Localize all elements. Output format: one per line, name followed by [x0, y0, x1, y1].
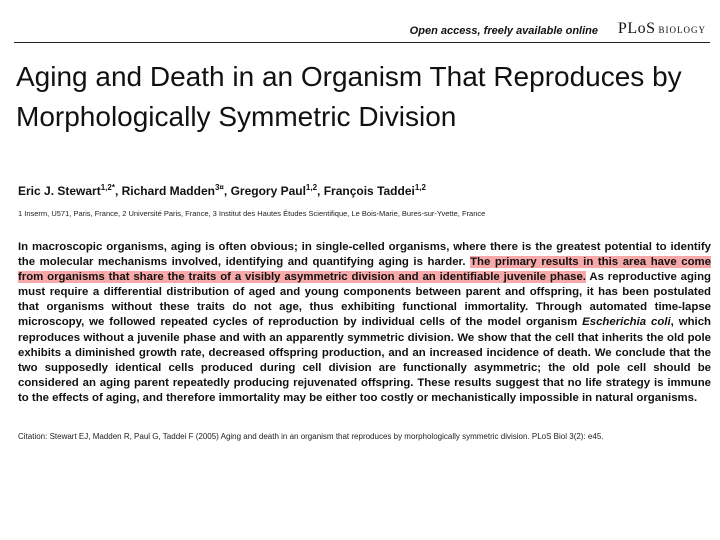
organism-name: Escherichia coli [582, 316, 671, 329]
abstract-text: , which reproduces without a juvenile phase and with an apparently symmetric division. We show that the cell that inherits the old pole exhibits a diminished growth rate, decreased offspring production, and an increased incidence of death. We conclude that the two supposedly identical cells produced during cell division are functionally asymmetric; the old pole cell should be considered an aging parent repeatedly producing rejuvenated offspring. These results suggest that no life strategy is immune to the effects of aging, and therefore immortality may be either too costly or mechanistically impossible in natural organisms. [18, 316, 711, 404]
author-name: François Taddei [323, 184, 415, 198]
author-name: Richard Madden [121, 184, 215, 198]
affiliations: 1 Inserm, U571, Paris, France, 2 Université Paris, France, 3 Institut des Hautes Études Scientifique, Le Bois-Marie, Bures-sur-Yvette, France [18, 209, 486, 218]
author-affiliation-mark: 1,2* [100, 183, 115, 192]
article-title: Aging and Death in an Organism That Reproduces by Morphologically Symmetric Division [16, 61, 682, 132]
author-list: Eric J. Stewart$^{1,2*}$, Richard Madden$^{3¤}$, Gregory Paul$^{1,2}$, François Taddei$^{1,2}$ [18, 183, 426, 198]
highlighted-sentence: The primary results in this area have come from organisms that share the traits of a visibly asymmetric division and an identifiable juvenile phase. [18, 256, 712, 284]
author-name: Gregory Paul [230, 184, 306, 198]
abstract-text: In macroscopic organisms, aging is often obvious; in single-celled organisms, where there is the greatest potential to identify the molecular mechanisms involved, identifying and quantifying aging is harder. [18, 241, 711, 269]
abstract-text: As reproductive aging must require a differential distribution of aged and young components between parent and offspring, it has been postulated that organisms without these traits do not age, thus exhibiting functional immortality. Through automated time-lapse microscopy, we followed repeated cycles of reproduction by individual cells of the model organism [18, 271, 712, 329]
author-affiliation-mark: 1,2 [414, 183, 426, 192]
abstract [18, 240, 711, 406]
journal-header [14, 20, 710, 43]
journal-logo [618, 20, 706, 38]
journal-subtitle: BIOLOGY [658, 25, 706, 35]
citation: Citation: Stewart EJ, Madden R, Paul G, Taddei F (2005) Aging and death in an organism that reproduces by morphologically symmetric division. PLoS Biol 3(2): e45. [18, 432, 604, 441]
journal-name: PLoS [617, 20, 656, 37]
author-name: Eric J. Stewart [18, 184, 101, 198]
author-affiliation-mark: 1,2 [305, 183, 318, 192]
open-access-label: Open access, freely available online [409, 25, 598, 37]
author-affiliation-mark: 3¤ [214, 183, 224, 192]
